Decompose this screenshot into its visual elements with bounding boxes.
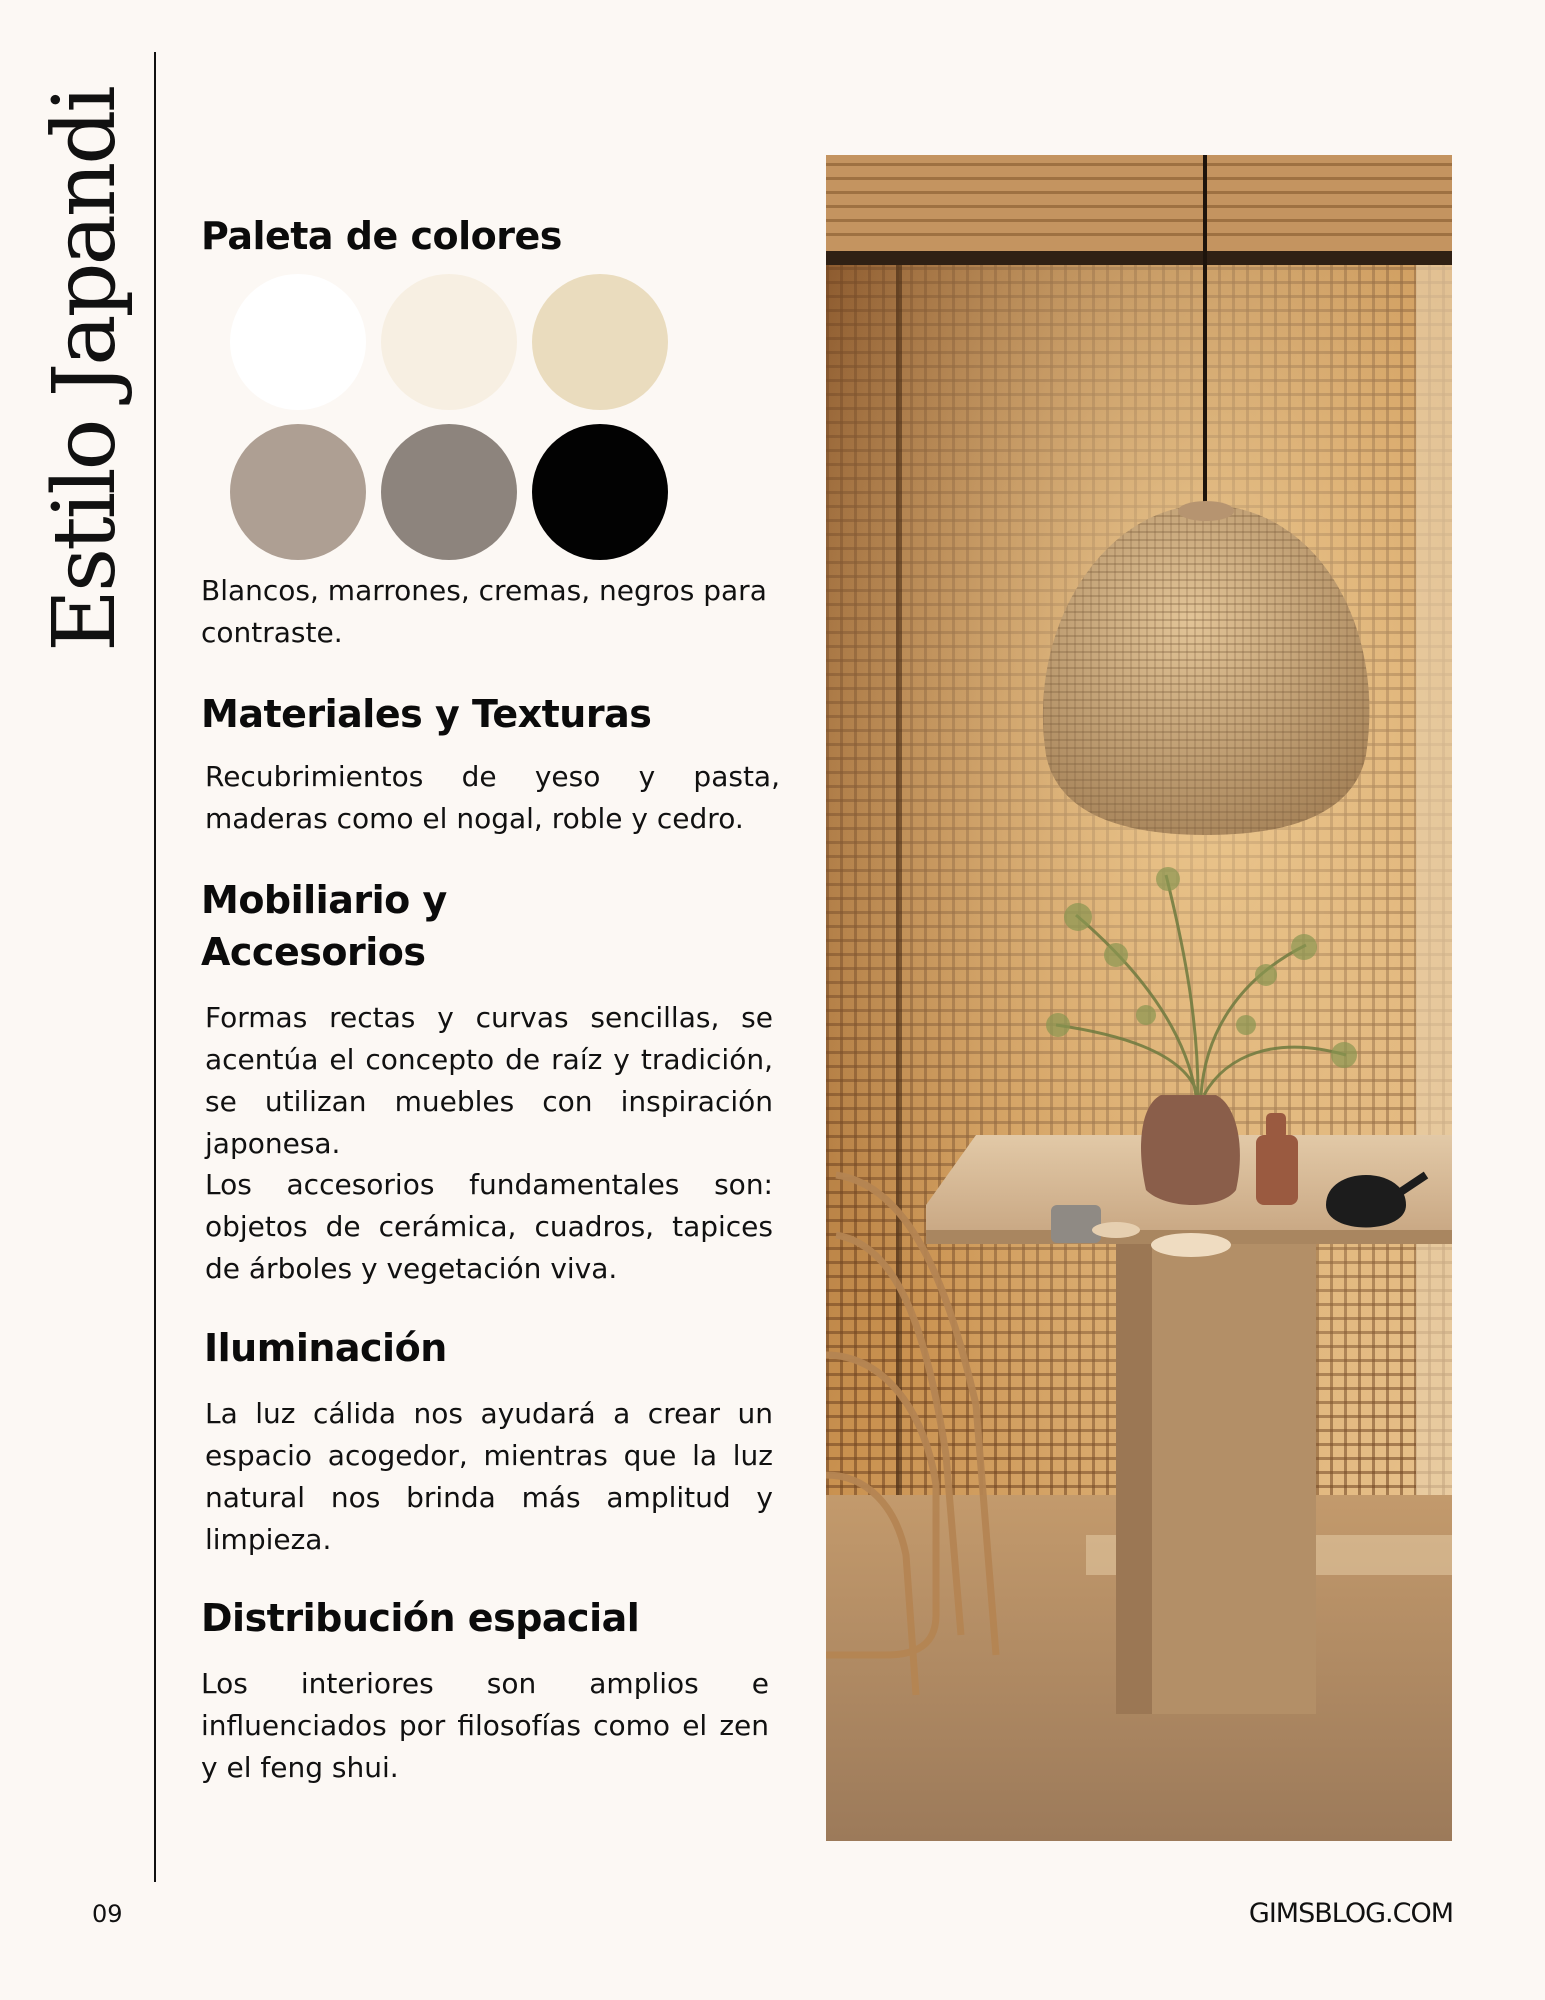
swatch-beige bbox=[532, 274, 668, 410]
swatch-taupe bbox=[230, 424, 366, 560]
palette-heading: Paleta de colores bbox=[201, 214, 562, 258]
japandi-dining-illustration bbox=[826, 155, 1452, 1841]
furniture-heading-line1: Mobiliario y bbox=[201, 878, 447, 922]
materials-text: Recubrimientos de yeso y pasta, maderas como el nogal, roble y cedro. bbox=[205, 760, 780, 835]
swatch-gray-brown bbox=[381, 424, 517, 560]
swatch-white bbox=[230, 274, 366, 410]
spatial-heading: Distribución espacial bbox=[201, 1596, 640, 1640]
site-url[interactable]: GIMSBLOG.COM bbox=[1248, 1898, 1453, 1929]
lighting-text: La luz cálida nos ayudará a crear un espacio acogedor, mientras que la luz natural nos brinda más amplitud y limpieza. bbox=[205, 1397, 773, 1556]
furniture-text-2: Los accesorios fundamentales son: objetos de cerámica, cuadros, tapices de árboles y vegetación viva. bbox=[205, 1168, 773, 1285]
materials-heading: Materiales y Texturas bbox=[201, 692, 652, 736]
palette-description: Blancos, marrones, cremas, negros para contraste. bbox=[201, 574, 767, 649]
page-number: 09 bbox=[92, 1900, 123, 1928]
interior-photo bbox=[826, 155, 1452, 1841]
page-title: Estilo Japandi bbox=[35, 88, 135, 652]
spatial-text: Los interiores son amplios e influenciados por filosofías como el zen y el feng shui. bbox=[201, 1667, 769, 1784]
vertical-title-wrapper bbox=[20, 70, 150, 670]
lighting-heading: Iluminación bbox=[204, 1326, 447, 1370]
vertical-divider bbox=[154, 52, 156, 1882]
furniture-text-1: Formas rectas y curvas sencillas, se acentúa el concepto de raíz y tradición, se utilizan muebles con inspiración japonesa. bbox=[205, 1001, 773, 1160]
swatch-black bbox=[532, 424, 668, 560]
furniture-heading-line2: Accesorios bbox=[201, 930, 426, 974]
swatch-cream bbox=[381, 274, 517, 410]
